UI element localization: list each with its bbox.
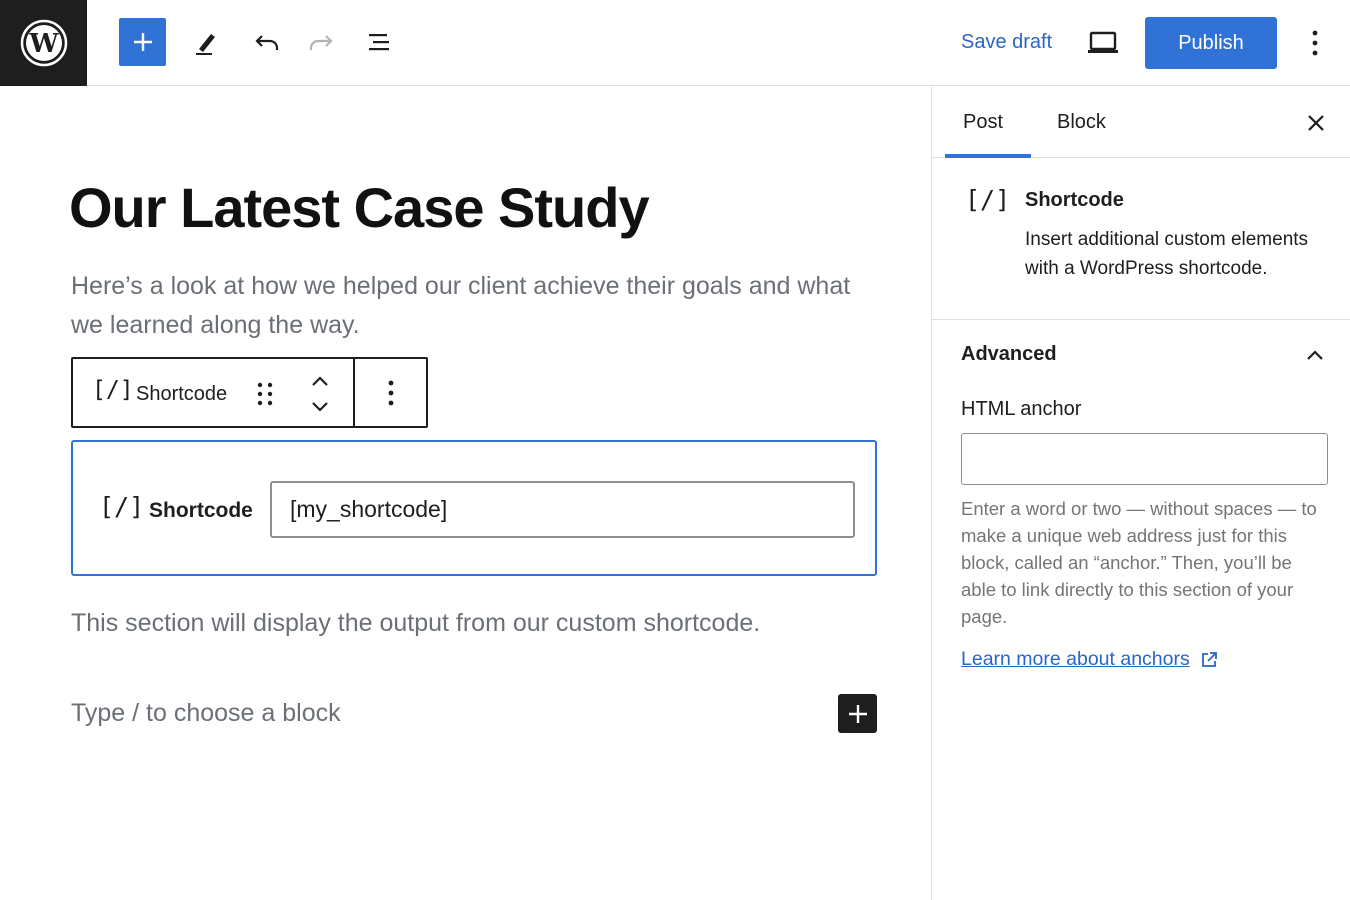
move-up-down-buttons[interactable]: [307, 373, 333, 415]
editor-header: [0, 0, 1350, 86]
svg-text:W: W: [28, 29, 59, 59]
shortcode-icon: [/]: [99, 492, 145, 521]
close-icon: [1306, 113, 1326, 133]
empty-block-placeholder[interactable]: Type / to choose a block: [71, 699, 341, 727]
block-card-description: Insert additional custom elements with a WordPress shortcode.: [1025, 229, 1309, 279]
more-vertical-icon: [1311, 29, 1319, 57]
block-toolbar-main: [73, 359, 355, 426]
tools-button[interactable]: [188, 24, 224, 60]
wordpress-logo-button[interactable]: [0, 0, 87, 86]
advanced-collapse-button[interactable]: [1302, 342, 1328, 368]
shortcode-block-label: Shortcode: [149, 499, 253, 522]
editor-canvas: [0, 87, 931, 900]
redo-button[interactable]: [303, 24, 339, 60]
chevron-up-icon: [1306, 349, 1324, 361]
block-toolbar: [71, 357, 428, 428]
undo-button[interactable]: [249, 24, 285, 60]
external-link-icon: [1200, 651, 1218, 669]
chevron-up-icon: [313, 378, 327, 385]
intro-paragraph[interactable]: Here’s a look at how we helped our client achieve their goals and what we learned along the way.: [71, 272, 851, 339]
section-paragraph[interactable]: This section will display the output from our custom shortcode.: [71, 609, 761, 637]
publish-button[interactable]: Publish: [1145, 17, 1277, 69]
plus-icon: [131, 30, 155, 54]
learn-more-label[interactable]: Learn more about anchors: [961, 648, 1190, 670]
advanced-panel-toggle[interactable]: Advanced: [961, 343, 1057, 365]
options-button[interactable]: [1300, 26, 1330, 60]
plus-icon: [847, 703, 869, 725]
post-title[interactable]: Our Latest Case Study: [69, 176, 649, 239]
sidebar-tabs: [932, 87, 1350, 158]
redo-icon: [307, 28, 335, 56]
block-inserter-button[interactable]: [119, 18, 166, 66]
more-vertical-icon: [387, 379, 395, 407]
desktop-icon: [1087, 30, 1119, 56]
shortcode-icon: [/]: [965, 185, 1011, 214]
undo-icon: [253, 28, 281, 56]
preview-button[interactable]: [1085, 26, 1121, 60]
drag-handle-icon[interactable]: [253, 379, 277, 409]
pencil-icon: [192, 28, 220, 56]
active-tab-indicator: [945, 154, 1031, 158]
tab-block[interactable]: Block: [1057, 111, 1106, 133]
save-draft-button[interactable]: Save draft: [961, 31, 1053, 53]
tab-post[interactable]: Post: [963, 111, 1004, 133]
shortcode-icon[interactable]: [/]: [92, 377, 134, 403]
learn-more-anchors-link[interactable]: [961, 648, 1218, 671]
block-options-button[interactable]: [355, 359, 426, 426]
shortcode-input[interactable]: [270, 481, 855, 538]
block-card: [932, 159, 1350, 320]
block-type-label[interactable]: Shortcode: [136, 383, 228, 405]
html-anchor-help-text: Enter a word or two — without spaces — to make a unique web address just for this block, called an “anchor.” Then, you’ll be able to link directly to this section of your page.: [961, 498, 1317, 627]
add-block-button[interactable]: [838, 694, 877, 733]
chevron-down-icon: [313, 403, 327, 410]
close-sidebar-button[interactable]: [1302, 109, 1330, 137]
block-card-title: Shortcode: [1025, 189, 1124, 211]
shortcode-block[interactable]: [71, 440, 877, 576]
wordpress-logo-icon: [19, 18, 69, 68]
settings-sidebar: [931, 87, 1350, 900]
list-view-button[interactable]: [361, 24, 397, 60]
list-view-icon: [365, 28, 393, 56]
html-anchor-input[interactable]: [961, 433, 1328, 485]
html-anchor-label: HTML anchor: [961, 398, 1082, 420]
